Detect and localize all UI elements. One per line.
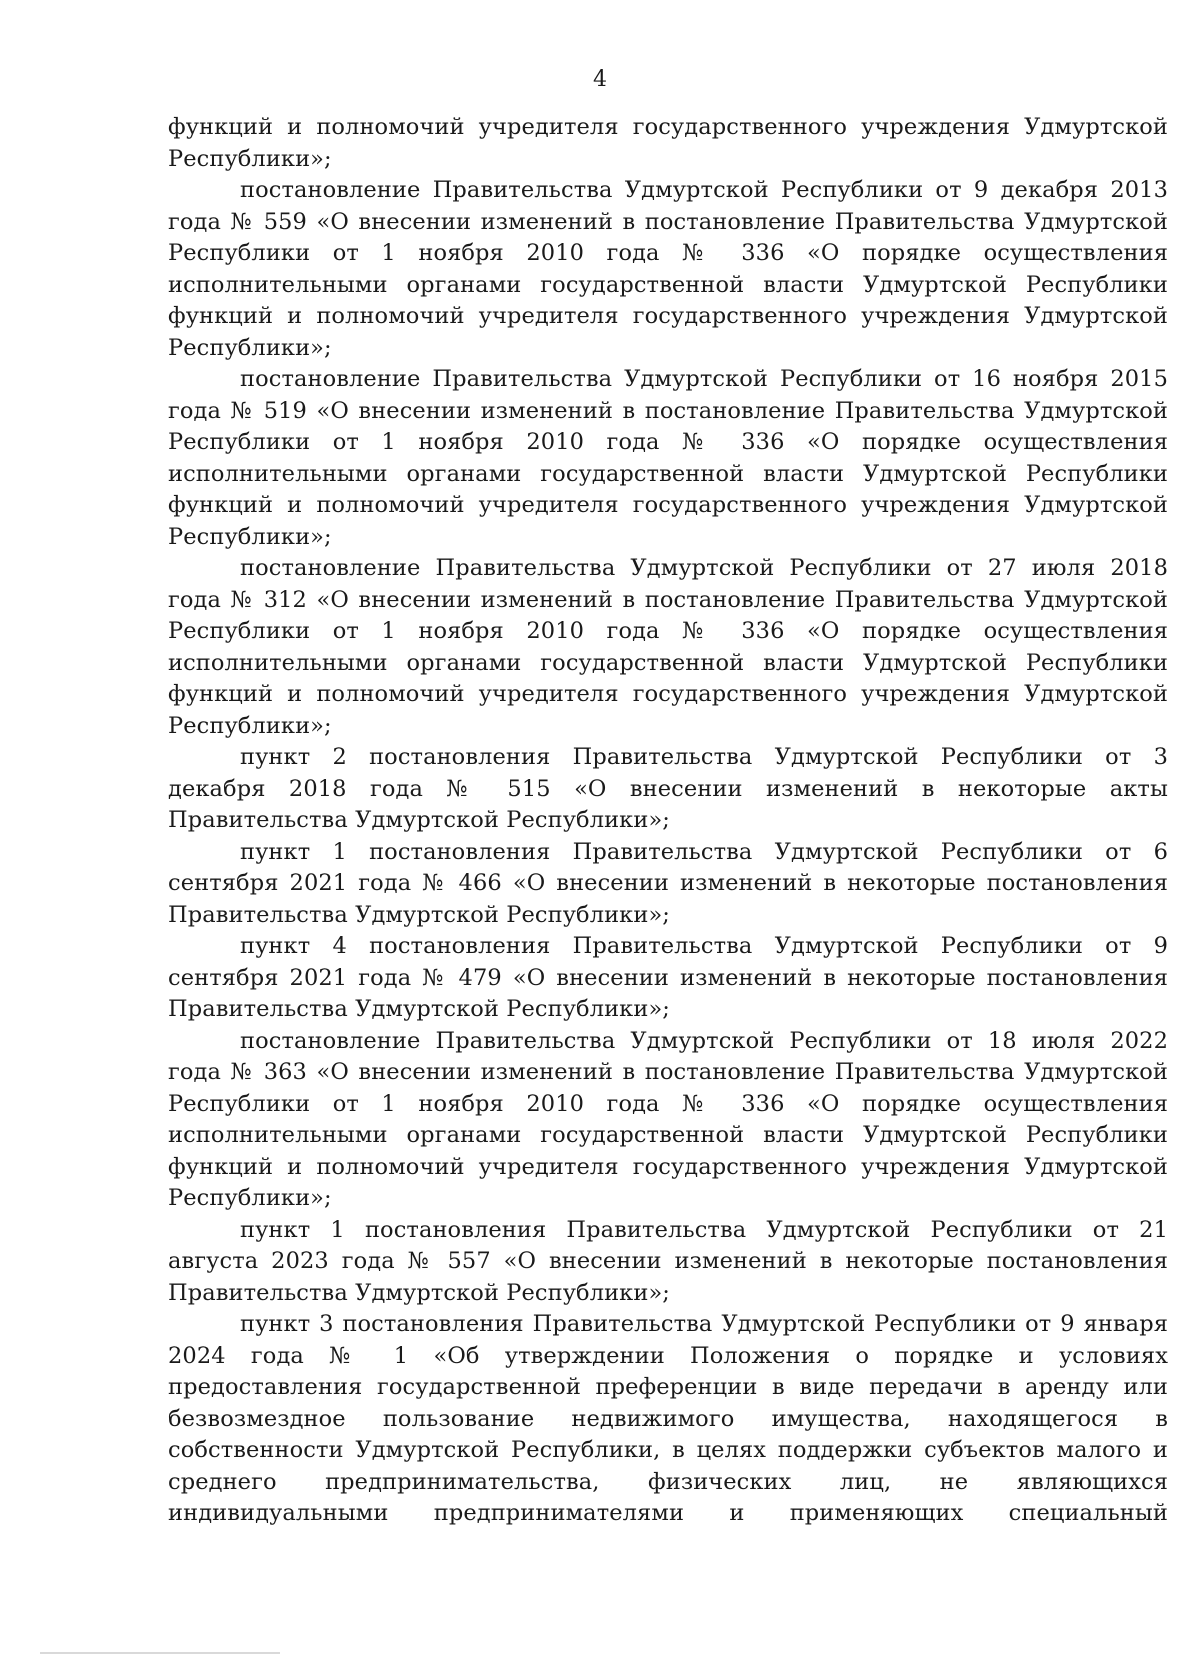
paragraph-4: постановление Правительства Удмуртской Республики от 27 июля 2018 года № 312 «О внесении изменений в постановление Правительства Удмуртской Республики от 1 ноября 2010 года № 336 «О порядке осуществления исполнительными органами государственной власти Удмуртской Республики функций и полномочий учредителя государственного учреждения Удмуртской Республики»; <box>168 555 1168 739</box>
scan-artifact <box>40 1652 280 1654</box>
paragraph-9: пункт 1 постановления Правительства Удмуртской Республики от 21 августа 2023 года № 557 «О внесении изменений в некоторые постановления Правительства Удмуртской Республики»; <box>168 1216 1168 1306</box>
paragraph-7: пункт 4 постановления Правительства Удмуртской Республики от 9 сентября 2021 года № 479 «О внесении изменений в некоторые постановления Правительства Удмуртской Республики»; <box>168 933 1168 1022</box>
paragraph-3: постановление Правительства Удмуртской Республики от 16 ноября 2015 года № 519 «О внесении изменений в постановление Правительства Удмуртской Республики от 1 ноября 2010 года № 336 «О порядке осуществления исполнительными органами государственной власти Удмуртской Республики функций и полномочий учредителя государственного учреждения Удмуртской Республики»; <box>168 366 1168 550</box>
paragraph-2: постановление Правительства Удмуртской Республики от 9 декабря 2013 года № 559 «О внесении изменений в постановление Правительства Удмуртской Республики от 1 ноября 2010 года № 336 «О порядке осуществления исполнительными органами государственной власти Удмуртской Республики функций и полномочий учредителя государственного учреждения Удмуртской Республики»; <box>168 177 1168 361</box>
paragraph-1: функций и полномочий учредителя государственного учреждения Удмуртской Республики»; <box>168 114 1168 172</box>
paragraph-5: пункт 2 постановления Правительства Удмуртской Республики от 3 декабря 2018 года № 515 «О внесении изменений в некоторые акты Правительства Удмуртской Республики»; <box>168 744 1168 833</box>
paragraph-8: постановление Правительства Удмуртской Республики от 18 июля 2022 года № 363 «О внесении изменений в постановление Правительства Удмуртской Республики от 1 ноября 2010 года № 336 «О порядке осуществления исполнительными органами государственной власти Удмуртской Республики функций и полномочий учредителя государственного учреждения Удмуртской Республики»; <box>168 1027 1168 1211</box>
document-body <box>168 112 1168 1530</box>
paragraph-6: пункт 1 постановления Правительства Удмуртской Республики от 6 сентября 2021 года № 466 «О внесении изменений в некоторые постановления Правительства Удмуртской Республики»; <box>168 838 1168 928</box>
page-number: 4 <box>593 67 607 92</box>
paragraph-10: пункт 3 постановления Правительства Удмуртской Республики от 9 января 2024 года № 1 «Об утверждении Положения о порядке и условиях предоставления государственной преференции в виде передачи в аренду или безвозмездное пользование недвижимого имущества, находящегося в собственности Удмуртской Республики, в целях поддержки субъектов малого и среднего предпринимательства, физических лиц, не являющихся индивидуальными предпринимателями и применяющих специальный <box>168 1311 1168 1526</box>
